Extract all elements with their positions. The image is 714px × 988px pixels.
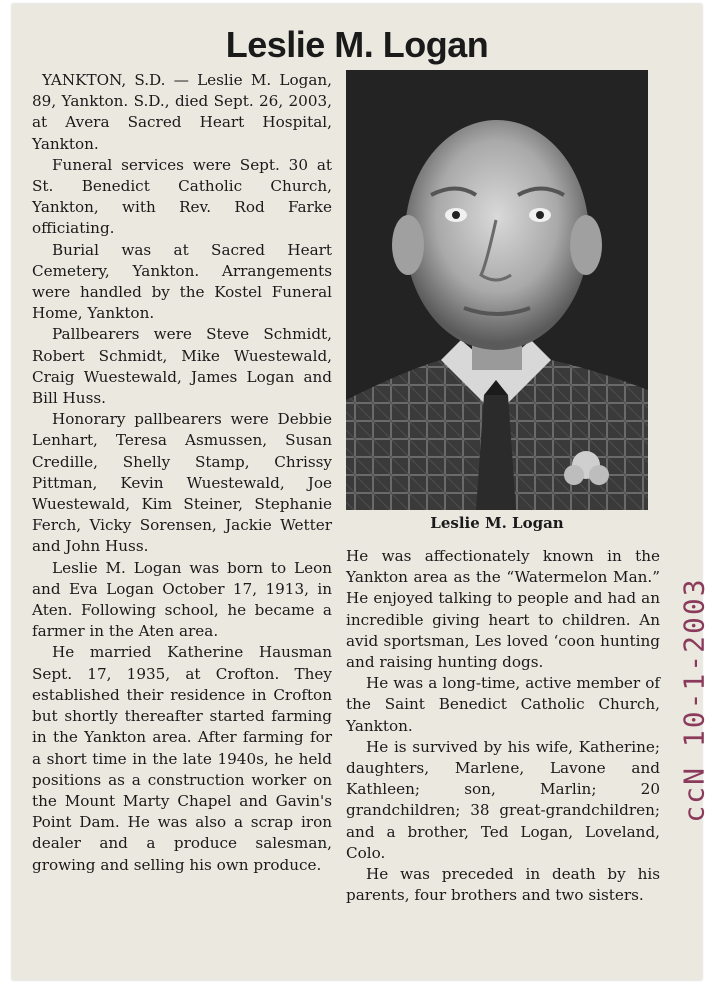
article-paragraph: Honorary pallbearers were Debbie Lenhart, Teresa Asmussen, Susan Credille, Shelly Stamp, Chrissy Pittman, Kevin Wuestewald, Joe Wuestewald, Kim Steiner, Stephanie Ferch, Vicky Sorensen, Jackie Wetter and John Huss. [32,410,332,556]
photo-caption: Leslie M. Logan [430,514,564,532]
article-paragraph: Pallbearers were Steve Schmidt, Robert Schmidt, Mike Wuestewald, Craig Wuestewald, James Logan and Bill Huss. [32,325,332,408]
article-paragraph: He was affectionately known in the Yankton area as the “Watermelon Man.” He enjoyed talking to people and had an incredible giving heart to children. An avid sportsman, Les loved ‘coon hunting and raising hunting dogs. [346,547,660,672]
article-paragraph: He is survived by his wife, Katherine; daughters, Marlene, Lavone and Kathleen; son, Marlin; 20 grandchildren; 38 great-grandchildren; and a brother, Ted Logan, Loveland, Colo. [346,737,660,862]
article-left-column [32,70,332,876]
article-right-column [346,546,660,906]
article-paragraph: Funeral services were Sept. 30 at St. Benedict Catholic Church, Yankton, with Rev. Rod Farke officiating. [32,155,332,238]
article-paragraph: He was preceded in death by his parents, four brothers and two sisters. [346,865,660,905]
article-paragraph: He married Katherine Hausman Sept. 17, 1935, at Crofton. They established their residence in Crofton but shortly thereafter started farming in the Yankton area. After farming for a short time in the late 1940s, he held positions as a construction worker on the Mount Marty Chapel and Gavin's Point Dam. He was also a scrap iron dealer and a produce salesman, growing and selling his own produce. [32,643,332,874]
article-paragraph: YANKTON, S.D. — Leslie M. Logan, 89, Yankton. S.D., died Sept. 26, 2003, at Avera Sacred Heart Hospital, Yankton. [32,71,332,153]
handwritten-date-note: ccN 10-1-2003 [677,577,711,823]
article-paragraph: Leslie M. Logan was born to Leon and Eva Logan October 17, 1913, in Aten. Following school, he became a farmer in the Aten area. [32,558,332,641]
article-paragraph: Burial was at Sacred Heart Cemetery, Yankton. Arrangements were handled by the Kostel Funeral Home, Yankton. [32,240,332,323]
portrait-photo [346,70,648,510]
article-paragraph: He was a long-time, active member of the Saint Benedict Catholic Church, Yankton. [346,674,660,735]
obituary-headline: Leslie M. Logan [225,24,489,65]
